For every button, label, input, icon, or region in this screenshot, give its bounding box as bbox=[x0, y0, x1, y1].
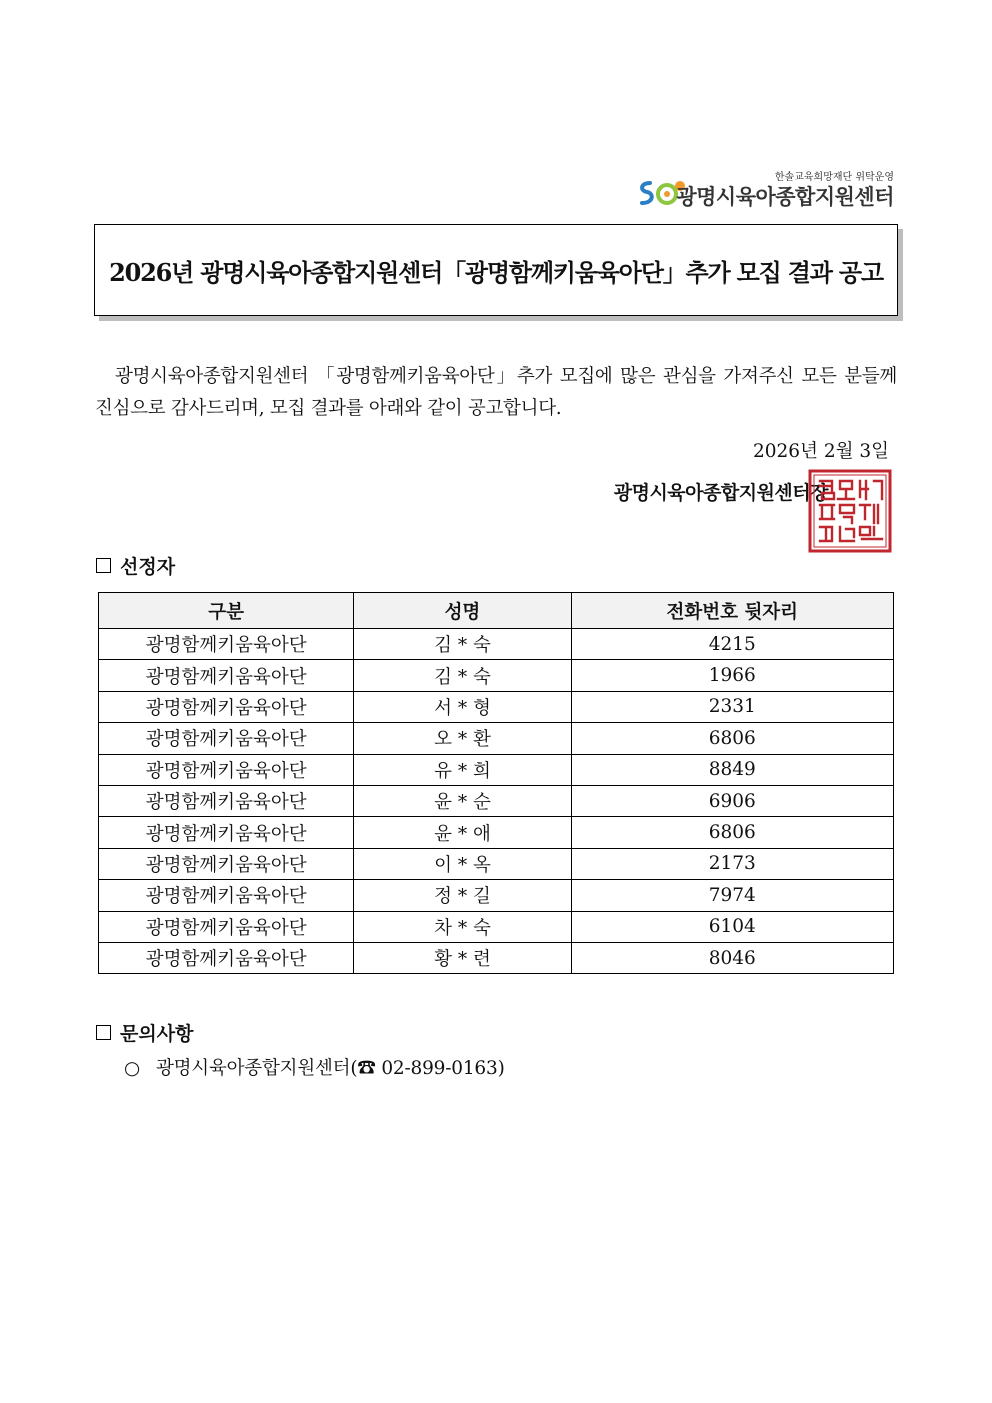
category-cell: 광명함께키움육아단 bbox=[99, 660, 354, 691]
issuer-name: 광명시육아종합지원센터장 bbox=[613, 482, 828, 504]
center-logo bbox=[634, 168, 894, 212]
category-cell: 광명함께키움육아단 bbox=[99, 691, 354, 722]
table-row bbox=[99, 785, 894, 816]
phone-suffix-cell: 8046 bbox=[571, 942, 893, 973]
phone-suffix-cell: 6806 bbox=[571, 817, 893, 848]
name-cell: 차 * 숙 bbox=[354, 911, 571, 942]
phone-suffix-cell: 6806 bbox=[571, 723, 893, 754]
name-cell: 서 * 형 bbox=[354, 691, 571, 722]
title-box bbox=[94, 224, 898, 316]
name-cell: 김 * 숙 bbox=[354, 629, 571, 660]
contact-line bbox=[124, 1054, 505, 1080]
square-bullet-icon bbox=[96, 1025, 111, 1040]
phone-suffix-cell: 2331 bbox=[571, 691, 893, 722]
contact-text: 광명시육아종합지원센터(☎ 02-899-0163) bbox=[155, 1058, 505, 1079]
column-header: 성명 bbox=[354, 593, 571, 629]
phone-suffix-cell: 6104 bbox=[571, 911, 893, 942]
table-row bbox=[99, 942, 894, 973]
selection-heading-label: 선정자 bbox=[120, 556, 176, 578]
name-cell: 정 * 길 bbox=[354, 880, 571, 911]
column-header: 전화번호 뒷자리 bbox=[571, 593, 893, 629]
category-cell: 광명함께키움육아단 bbox=[99, 723, 354, 754]
category-cell: 광명함께키움육아단 bbox=[99, 629, 354, 660]
category-cell: 광명함께키움육아단 bbox=[99, 880, 354, 911]
table-row bbox=[99, 848, 894, 879]
name-cell: 이 * 옥 bbox=[354, 848, 571, 879]
column-header: 구분 bbox=[99, 593, 354, 629]
phone-suffix-cell: 8849 bbox=[571, 754, 893, 785]
intro-paragraph: 광명시육아종합지원센터 「광명함께키움육아단」추가 모집에 많은 관심을 가져주신 모든 분들께 진심으로 감사드리며, 모집 결과를 아래와 같이 공고합니다. bbox=[95, 366, 897, 419]
logo-caption: 한솔교육희망재단 위탁운영 bbox=[774, 172, 894, 183]
logo-name: 광명시육아종합지원센터 bbox=[676, 185, 894, 209]
selection-heading bbox=[96, 552, 175, 579]
category-cell: 광명함께키움육아단 bbox=[99, 911, 354, 942]
table-row bbox=[99, 817, 894, 848]
table-row bbox=[99, 880, 894, 911]
table-row bbox=[99, 911, 894, 942]
name-cell: 황 * 련 bbox=[354, 942, 571, 973]
table-header-row bbox=[99, 593, 894, 629]
category-cell: 광명함께키움육아단 bbox=[99, 848, 354, 879]
table-row bbox=[99, 754, 894, 785]
table-row bbox=[99, 723, 894, 754]
phone-suffix-cell: 6906 bbox=[571, 785, 893, 816]
category-cell: 광명함께키움육아단 bbox=[99, 754, 354, 785]
table-row bbox=[99, 660, 894, 691]
category-cell: 광명함께키움육아단 bbox=[99, 817, 354, 848]
inquiry-heading bbox=[96, 1019, 193, 1046]
official-seal-icon bbox=[808, 469, 892, 553]
table-row bbox=[99, 691, 894, 722]
selection-table bbox=[98, 592, 894, 974]
phone-suffix-cell: 2173 bbox=[571, 848, 893, 879]
name-cell: 김 * 숙 bbox=[354, 660, 571, 691]
name-cell: 유 * 희 bbox=[354, 754, 571, 785]
square-bullet-icon bbox=[96, 558, 111, 573]
category-cell: 광명함께키움육아단 bbox=[99, 942, 354, 973]
inquiry-heading-label: 문의사항 bbox=[120, 1023, 194, 1045]
name-cell: 오 * 환 bbox=[354, 723, 571, 754]
category-cell: 광명함께키움육아단 bbox=[99, 785, 354, 816]
phone-suffix-cell: 1966 bbox=[571, 660, 893, 691]
announcement-date: 2026년 2월 3일 bbox=[753, 441, 889, 462]
name-cell: 윤 * 애 bbox=[354, 817, 571, 848]
phone-suffix-cell: 4215 bbox=[571, 629, 893, 660]
phone-suffix-cell: 7974 bbox=[571, 880, 893, 911]
page-title: 2026년 광명시육아종합지원센터「광명함께키움육아단」추가 모집 결과 공고 bbox=[109, 257, 883, 287]
table-row bbox=[99, 629, 894, 660]
circle-bullet-icon: ○ bbox=[124, 1058, 140, 1079]
name-cell: 윤 * 순 bbox=[354, 785, 571, 816]
